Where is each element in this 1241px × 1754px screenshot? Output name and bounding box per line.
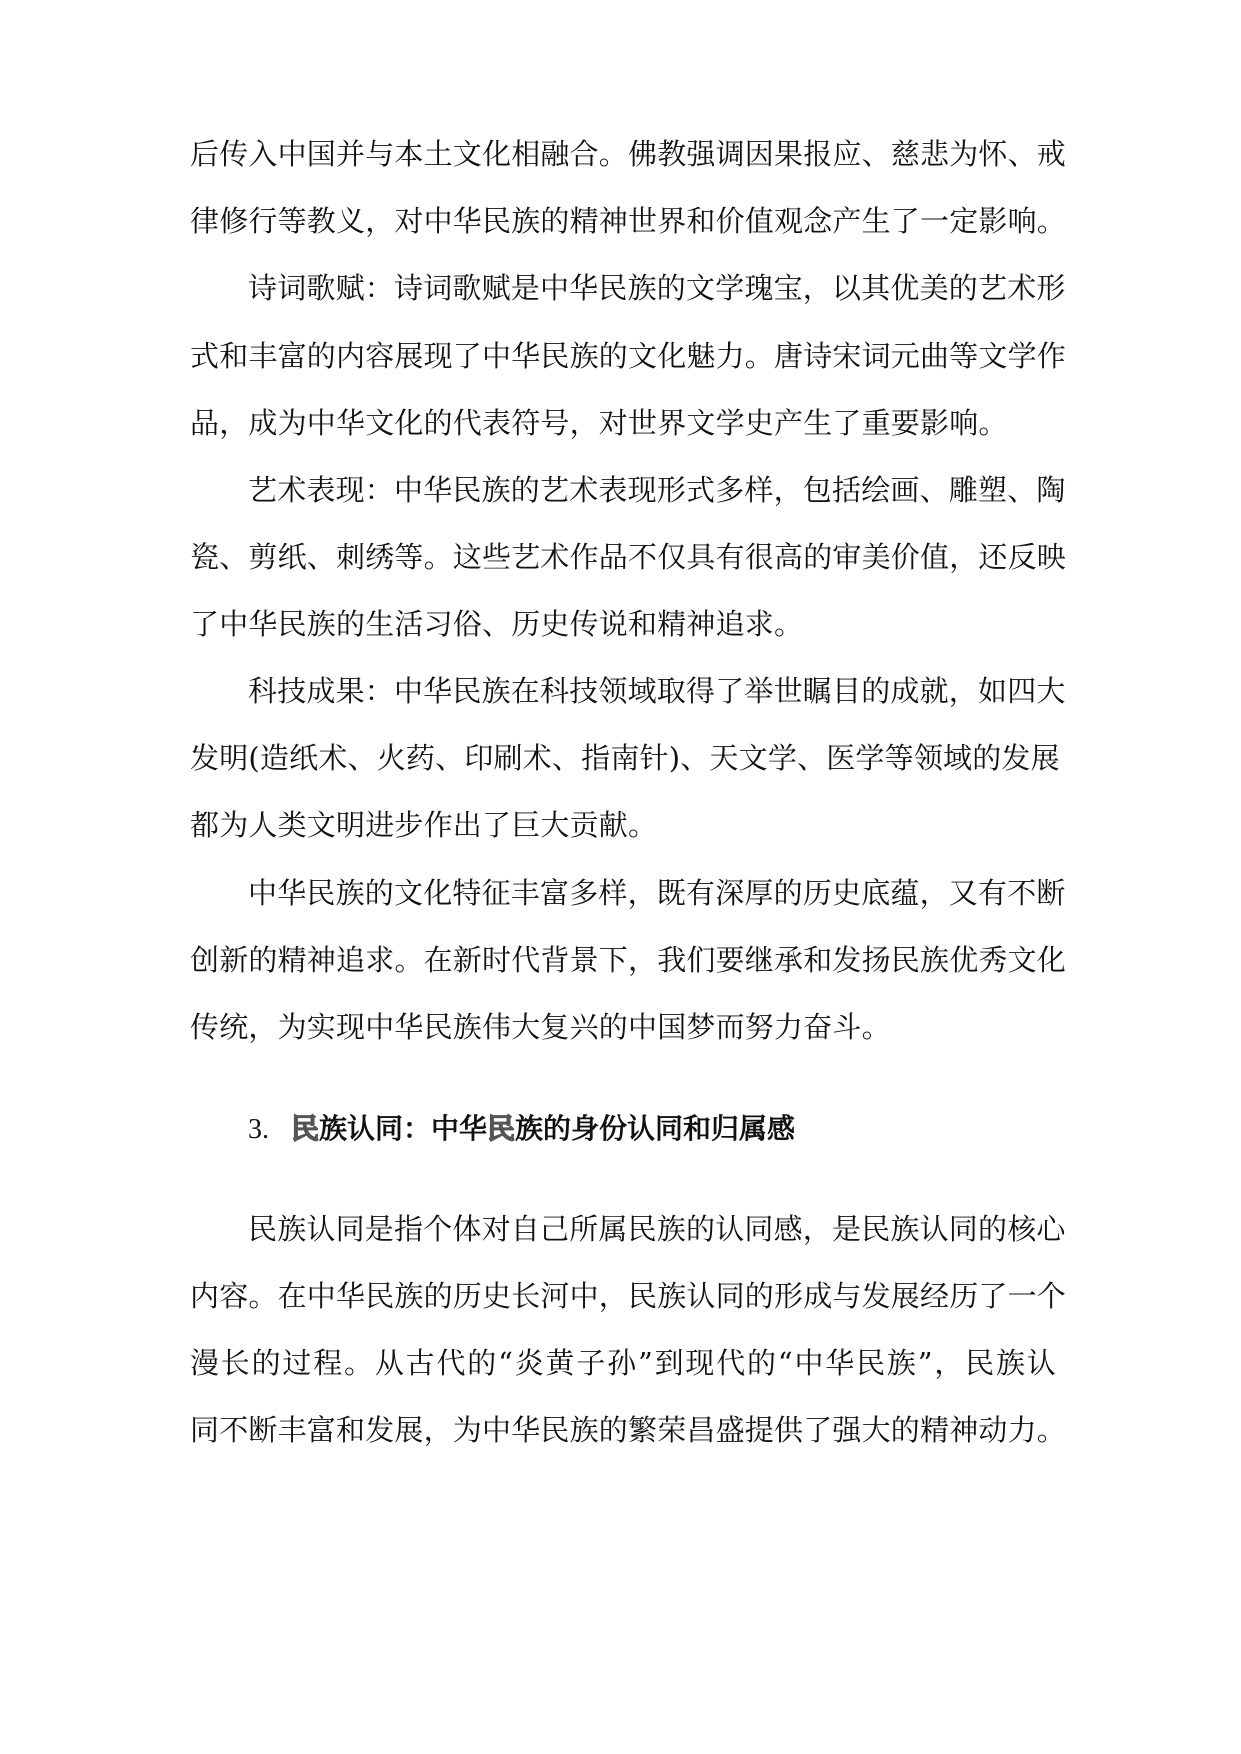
- paragraph-1-line-1: 后传入中国并与本土文化相融合。佛教强调因果报应、慈悲为怀、戒: [190, 137, 1067, 171]
- section-heading: [248, 1109, 795, 1150]
- paragraph-1-line-2: 律修行等教义，对中华民族的精神世界和价值观念产生了一定影响。: [190, 204, 1067, 238]
- paragraph-5-line-2: 创新的精神追求。在新时代背景下，我们要继承和发扬民族优秀文化: [190, 943, 1067, 977]
- paragraph-4-line-2: 发明(造纸术、火药、印刷术、指南针)、天文学、医学等领域的发展: [190, 741, 1060, 775]
- paragraph-2-line-3: 品，成为中华文化的代表符号，对世界文学史产生了重要影响。: [190, 406, 1008, 440]
- heading-text-part-4: 族的身份认同和归属感: [515, 1112, 796, 1145]
- paragraph-2-line-2: 式和丰富的内容展现了中华民族的文化魅力。唐诗宋词元曲等文学作: [190, 339, 1067, 373]
- heading-outlined-char-1: 民: [291, 1112, 320, 1145]
- paragraph-4-line-3: 都为人类文明进步作出了巨大贡献。: [190, 808, 658, 842]
- heading-outlined-char-2: 民: [487, 1112, 516, 1145]
- paragraph-6-line-3: 漫长的过程。从古代的“炎黄子孙”到现代的“中华民族”，民族认: [190, 1346, 1056, 1380]
- paragraph-3-line-1: 艺术表现：中华民族的艺术表现形式多样，包括绘画、雕塑、陶: [248, 473, 1066, 507]
- paragraph-2-line-1: 诗词歌赋：诗词歌赋是中华民族的文学瑰宝，以其优美的艺术形: [248, 271, 1066, 305]
- section-number: 3.: [248, 1114, 269, 1145]
- paragraph-6-line-1: 民族认同是指个体对自己所属民族的认同感，是民族认同的核心: [248, 1212, 1066, 1246]
- paragraph-5-line-1: 中华民族的文化特征丰富多样，既有深厚的历史底蕴，又有不断: [248, 876, 1066, 910]
- heading-text-part-2: 族认同：中华: [319, 1112, 488, 1145]
- paragraph-6-line-2: 内容。在中华民族的历史长河中，民族认同的形成与发展经历了一个: [190, 1279, 1067, 1313]
- paragraph-4-line-1: 科技成果：中华民族在科技领域取得了举世瞩目的成就，如四大: [248, 674, 1066, 708]
- paragraph-3-line-2: 瓷、剪纸、刺绣等。这些艺术作品不仅具有很高的审美价值，还反映: [190, 540, 1067, 574]
- paragraph-3-line-3: 了中华民族的生活习俗、历史传说和精神追求。: [190, 607, 804, 641]
- paragraph-6-line-4: 同不断丰富和发展，为中华民族的繁荣昌盛提供了强大的精神动力。: [190, 1413, 1067, 1447]
- paragraph-5-line-3: 传统，为实现中华民族伟大复兴的中国梦而努力奋斗。: [190, 1010, 891, 1044]
